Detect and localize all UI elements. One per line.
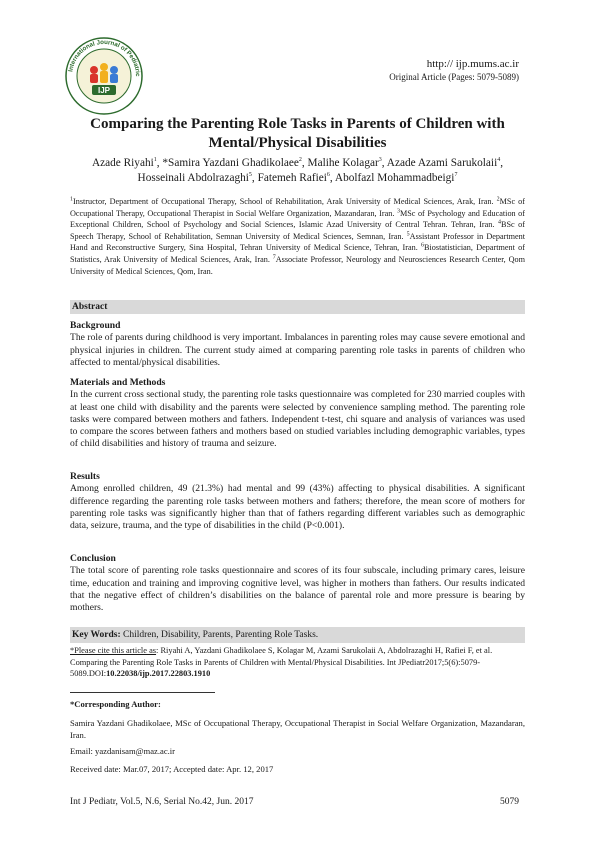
keywords-text: Children, Disability, Parents, Parenting Role Tasks. <box>120 630 319 640</box>
author-affiliation-number: 1 <box>153 157 157 164</box>
author-name: Abolfazl Mohammadbeigi <box>334 172 455 184</box>
author-separator: , <box>251 172 258 184</box>
section-text: The role of parents during childhood is very important. Imbalances in parenting roles may cause severe emotional and physical injuries in children. The current study aimed at comparing parenting role tasks in parents of children who affected to mental/physical disabilities. <box>70 332 525 368</box>
abstract-methods <box>70 377 525 451</box>
author-name: Azade Azami Sarukolaii <box>386 157 498 169</box>
affiliation-number: 7 <box>272 254 276 261</box>
correspondence-label: *Corresponding Author: <box>70 699 161 709</box>
journal-url[interactable]: http:// ijp.mums.ac.ir <box>426 58 519 70</box>
citation-text: : Riyahi A, Yazdani Ghadikolaee S, Kolagar M, Azami Sarukolaii A, Abdolrazaghi H, Rafiei F, et al. Comparing the Parenting Role Tasks in Parents of Children with Mental/Physical Disabilities. Int JPediatr2017;5(6):5079-5089.DOI: <box>70 646 493 679</box>
author-separator: , <box>381 157 387 169</box>
author-separator: , <box>156 157 163 169</box>
affiliation-number: 1 <box>70 196 73 203</box>
footer-journal-info: Int J Pediatr, Vol.5, N.6, Serial No.42, Jun. 2017 <box>70 797 254 807</box>
citation <box>70 645 525 680</box>
section-text: In the current cross sectional study, the parenting role tasks questionnaire was completed for 230 married couples with at least one child with disability and the parents were selected by convenience sampling method. The parenting role tasks were compared between mothers and fathers. Independent t-test, chi square and analysis of variances was used to compare the scores between fathers and mothers based on studied variables including demographic variables, types of child disabilities and history of trauma and seizure. <box>70 389 525 450</box>
affiliation-number: 5 <box>406 231 410 238</box>
section-text: The total score of parenting role tasks questionnaire and scores of its four subscale, including primary cares, leisure time, education and training and improving cognitive level, was higher in mothers than fathers. Our results indicated that the negative effect of children’s disabilities on the balance of parental role and more pressure is bearing by mothers. <box>70 565 525 614</box>
journal-logo <box>64 36 144 116</box>
affiliation-text: Biostatistician, Department of Statistics, Arak University of Medical Sciences, Arak, Iran. <box>70 243 525 264</box>
affiliation-number: 6 <box>421 242 425 249</box>
author-separator: , <box>500 157 504 169</box>
keywords-label: Key Words: <box>72 630 121 640</box>
author-affiliation-number: 2 <box>298 157 302 164</box>
author-affiliation-number: 4 <box>497 157 501 164</box>
abstract-results <box>70 471 525 532</box>
citation-label: *Please cite this article as <box>70 646 157 655</box>
abstract-conclusion <box>70 553 525 614</box>
affiliation-text: MSc of Occupational Therapy, Occupational Therapist in Social Welfare Organization, Mazandaran, Iran. <box>70 197 525 218</box>
affiliation-number: 4 <box>497 219 501 226</box>
abstract-heading: Abstract <box>70 300 525 314</box>
affiliation-text: BSc of Speech Therapy, School of Rehabilitation, Semnan University of Medical Sciences, Semnan, Iran. <box>70 220 526 241</box>
author-name: Hosseinali Abdolrazaghi <box>137 172 249 184</box>
keywords-bar <box>70 627 525 643</box>
affiliation-text: Associate Professor, Neurology and Neurosciences Research Center, Qom University of Medical Sciences, Qom, Iran. <box>70 254 525 276</box>
author-affiliation-number: 6 <box>326 172 330 179</box>
paper-title: Comparing the Parenting Role Tasks in Parents of Children with Mental/Physical Disabilities <box>90 116 505 151</box>
affiliation-number: 3 <box>396 207 400 214</box>
author-affiliation-number: 3 <box>378 157 382 164</box>
author-separator: , <box>329 172 335 184</box>
affiliation-text: Assistant Professor in Department Hand and Reconstructive Surgery, Sina Hospital, Tehran University of Medical Science, Tehran, Iran. <box>70 231 526 253</box>
author-name: Fatemeh Rafiei <box>257 172 327 184</box>
divider <box>70 692 215 693</box>
section-heading: Conclusion <box>70 553 116 564</box>
correspondence-email[interactable]: Email: yazdanisam@maz.ac.ir <box>70 746 176 756</box>
affiliation-text: Instructor, Department of Occupational Therapy, School of Rehabilitation, Arak University of Medical Sciences, Arak, Iran. <box>73 197 497 206</box>
affiliation-number: 2 <box>496 196 500 203</box>
author-affiliation-number: 7 <box>454 172 458 179</box>
section-heading: Results <box>70 471 100 482</box>
author-name: *Samira Yazdani Ghadikolaee <box>162 157 299 169</box>
logo-center-text: IJP <box>97 86 111 95</box>
abstract-background <box>70 320 525 369</box>
logo-ring-text: International Journal of Pediatric <box>67 38 142 77</box>
affiliation-text: MSc of Psychology and Education of Exceptional Children, School of Psychology and Social Sciences, Islamic Azad University of Central Tehran. Tehran, Iran. <box>70 208 526 230</box>
page-number: 5079 <box>500 797 519 807</box>
section-text: Among enrolled children, 49 (21.3%) had mental and 99 (43%) affecting to physical disabilities. A significant difference regarding the parenting role tasks between mothers and fathers; therefore, the mean score of mothers for parenting role tasks was significantly higher than that of fathers regarding different variables such as demographic data, seizure, trauma, and the type of disabilities in the child (P<0.001). <box>70 483 525 532</box>
correspondence-text: Samira Yazdani Ghadikolaee, MSc of Occupational Therapy, Occupational Therapist in Social Welfare Organization, Mazandaran, Iran. <box>70 718 525 740</box>
author-separator: , <box>301 157 308 169</box>
section-heading: Materials and Methods <box>70 377 166 388</box>
affiliations <box>70 196 525 277</box>
author-affiliation-number: 5 <box>248 172 252 179</box>
received-dates: Received date: Mar.07, 2017; Accepted date: Apr. 12, 2017 <box>70 764 274 774</box>
correspondence <box>70 698 525 775</box>
article-type: Original Article (Pages: 5079-5089) <box>389 72 519 82</box>
author-name: Malihe Kolagar <box>307 157 379 169</box>
doi-link[interactable]: 10.22038/ijp.2017.22803.1910 <box>106 669 211 679</box>
section-heading: Background <box>70 320 121 331</box>
author-list <box>70 156 525 186</box>
author-name: Azade Riyahi <box>91 157 154 169</box>
